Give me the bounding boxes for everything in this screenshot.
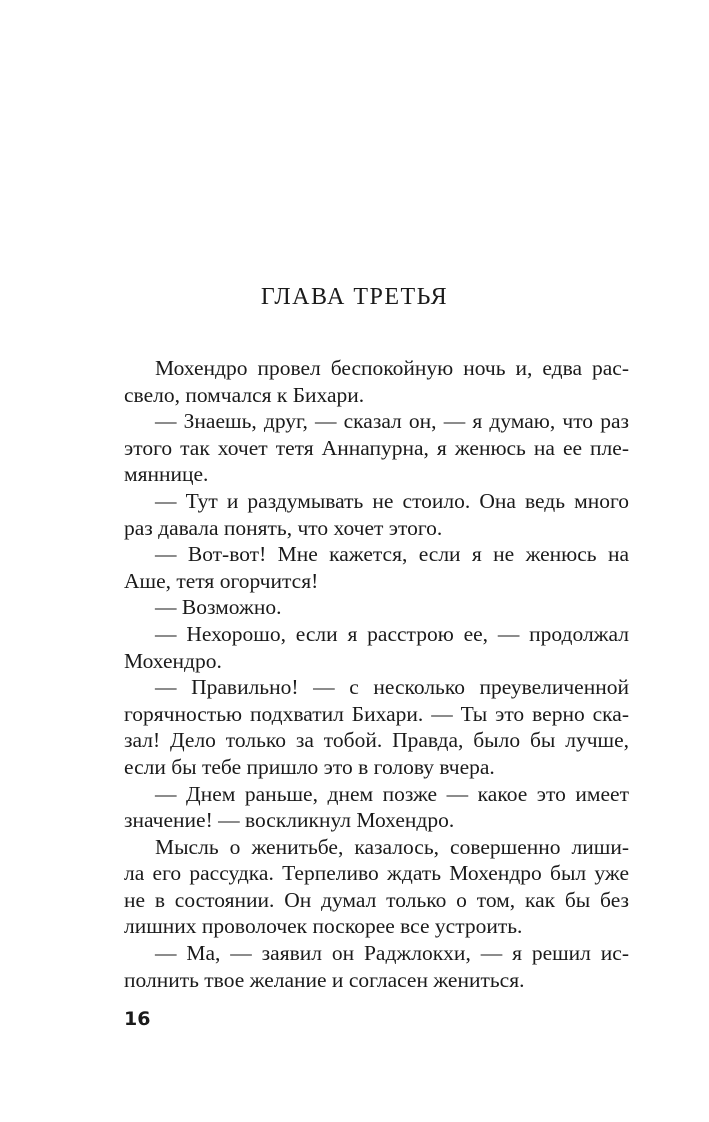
text-line: ла его рассудка. Терпеливо ждать Мохендро был уже [124, 861, 629, 886]
text-line: — Тут и раздумывать не стоило. Она ведь много [155, 488, 629, 513]
text-line: не в состоянии. Он думал только о том, как бы без [124, 887, 629, 912]
text-line: мяннице. [124, 462, 209, 487]
text-line: — Вот-вот! Мне кажется, если я не женюсь на [155, 542, 629, 567]
text-line: зал! Дело только за тобой. Правда, было бы лучше, [124, 728, 629, 753]
text-line: — Ма, — заявил он Раджлокхи, — я решил ис- [155, 941, 629, 966]
text-line: Аше, тетя огорчится! [124, 568, 319, 593]
text-line: этого так хочет тетя Аннапурна, я женюсь на ее пле- [124, 435, 629, 460]
text-line: лишних проволочек поскорее все устроить. [124, 914, 523, 939]
body-text [124, 355, 629, 993]
text-line: Мохендро. [124, 648, 222, 673]
text-line: — Правильно! — с несколько преувеличенной [155, 675, 629, 700]
text-line: — Возможно. [155, 595, 282, 620]
text-line: значение! — воскликнул Мохендро. [124, 808, 455, 833]
text-line: — Знаешь, друг, — сказал он, — я думаю, что раз [155, 409, 629, 434]
chapter-title: ГЛАВА ТРЕТЬЯ [260, 284, 449, 310]
page-number: 16 [124, 1008, 151, 1030]
text-line: Мохендро провел беспокойную ночь и, едва рас- [155, 356, 629, 380]
text-line: раз давала понять, что хочет этого. [124, 515, 443, 540]
text-line: свело, помчался к Бихари. [124, 382, 365, 407]
text-line: если бы тебе пришло это в голову вчера. [124, 754, 495, 779]
text-line: Мысль о женитьбе, казалось, совершенно лиши- [155, 834, 629, 859]
text-line: — Днем раньше, днем позже — какое это имеет [155, 781, 629, 806]
text-line: горячностью подхватил Бихари. — Ты это верно ска- [124, 701, 629, 726]
text-line: — Нехорошо, если я расстрою ее, — продолжал [155, 621, 629, 646]
text-line: полнить твое желание и согласен жениться. [124, 967, 525, 992]
